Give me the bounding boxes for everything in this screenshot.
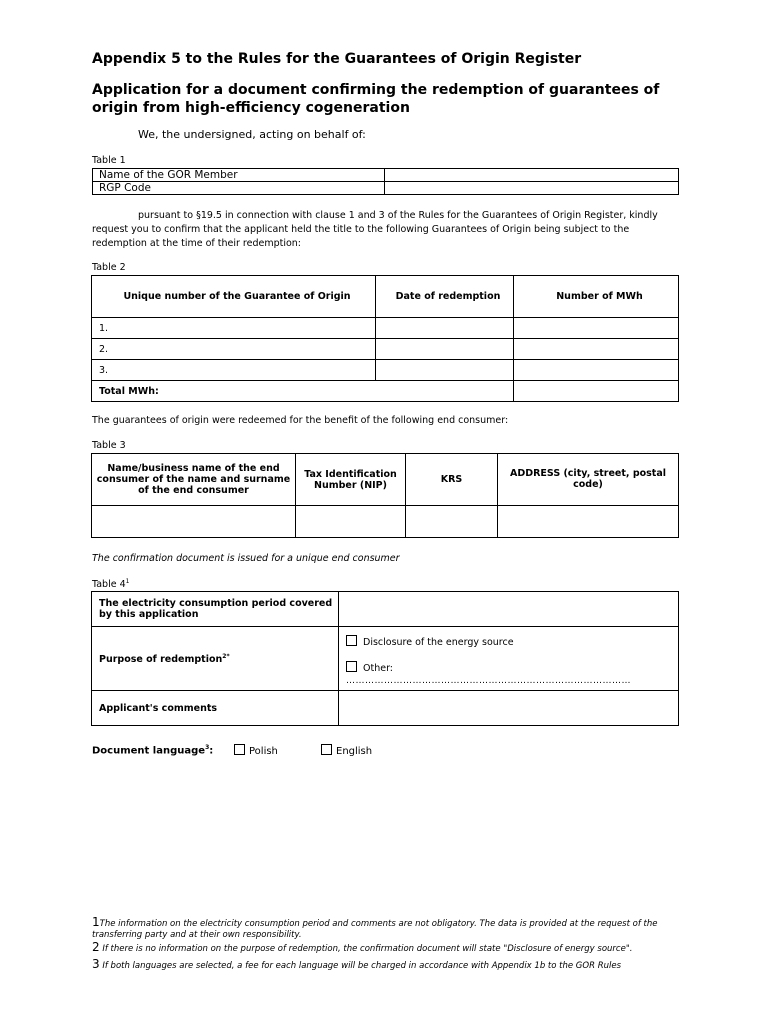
- other-checkbox[interactable]: [346, 661, 357, 672]
- footnote-1-number: 1: [92, 915, 100, 929]
- purpose-label: Purpose of redemption: [99, 654, 223, 666]
- table-header-row: [92, 454, 679, 506]
- col-header-address: ADDRESS (city, street, postal code): [498, 454, 679, 506]
- member-table: [92, 168, 679, 195]
- rgp-code-label: RGP Code: [93, 182, 385, 195]
- disclosure-option[interactable]: [346, 635, 678, 649]
- purpose-label-cell: [92, 627, 339, 691]
- table4-caption: [92, 578, 129, 590]
- address-cell[interactable]: [498, 506, 679, 538]
- table2-caption: Table 2: [92, 262, 126, 273]
- appendix-heading: Appendix 5 to the Rules for the Guarantees of Origin Register: [92, 51, 582, 67]
- document-language-label: [92, 744, 213, 756]
- footnote-3: [92, 959, 692, 972]
- mwh-cell[interactable]: [514, 360, 679, 381]
- row-number: 3.: [92, 360, 376, 381]
- table-row: [92, 318, 679, 339]
- total-row: [92, 381, 679, 402]
- total-mwh-cell[interactable]: [514, 381, 679, 402]
- table-row: [92, 339, 679, 360]
- date-cell[interactable]: [376, 339, 514, 360]
- language-label-text: Document language: [92, 745, 206, 757]
- end-consumer-text: The guarantees of origin were redeemed for the benefit of the following end consumer:: [92, 415, 509, 426]
- mwh-cell[interactable]: [514, 339, 679, 360]
- unique-consumer-note: The confirmation document is issued for a unique end consumer: [92, 553, 400, 564]
- table-row: [92, 506, 679, 538]
- table-header-row: [92, 276, 679, 318]
- member-name-field[interactable]: [385, 169, 679, 182]
- period-field[interactable]: [339, 592, 679, 627]
- footnote-2-text: If there is no information on the purpose of redemption, the confirmation document will state "Disclosure of energy source".: [99, 944, 633, 954]
- footnote-3-number: 3: [92, 957, 100, 971]
- other-dotted-line[interactable]: ………………………………………………………………………………: [346, 676, 631, 686]
- intro-text: We, the undersigned, acting on behalf of:: [138, 128, 366, 141]
- table-row: [92, 627, 679, 691]
- mwh-cell[interactable]: [514, 318, 679, 339]
- redemption-details-table: [91, 591, 679, 726]
- end-consumer-table: [91, 453, 679, 538]
- language-footnote-ref: 3: [205, 744, 210, 751]
- other-label: Other:: [363, 663, 394, 674]
- col-header-consumer-name: Name/business name of the end consumer of the name and surname of the end consumer: [92, 454, 296, 506]
- table-row: [92, 691, 679, 726]
- consumer-name-cell[interactable]: [92, 506, 296, 538]
- english-option[interactable]: [321, 744, 372, 757]
- date-cell[interactable]: [376, 360, 514, 381]
- table4-footnote-ref: 1: [125, 578, 130, 585]
- english-checkbox[interactable]: [321, 744, 332, 755]
- comments-field[interactable]: [339, 691, 679, 726]
- krs-cell[interactable]: [406, 506, 498, 538]
- other-option[interactable]: [346, 661, 678, 675]
- request-paragraph: pursuant to §19.5 in connection with clause 1 and 3 of the Rules for the Guarantees of Origin Register, kindly request you to confirm that the applicant held the title to the following Guarantees of Origin being subject to the redemption at the time of their redemption:: [92, 210, 658, 249]
- disclosure-label: Disclosure of the energy source: [363, 637, 514, 648]
- table-row: [93, 182, 679, 195]
- member-name-label: Name of the GOR Member: [93, 169, 385, 182]
- guarantees-table: [91, 275, 679, 402]
- polish-label: Polish: [249, 746, 278, 757]
- purpose-footnote-ref: 2*: [222, 653, 230, 661]
- col-header-unique-number: Unique number of the Guarantee of Origin: [92, 276, 376, 318]
- footnote-1: [92, 917, 682, 941]
- disclosure-checkbox[interactable]: [346, 635, 357, 646]
- footnote-3-text: If both languages are selected, a fee for each language will be charged in accordance with Appendix 1b to the GOR Rules: [99, 961, 622, 971]
- period-label: The electricity consumption period covered by this application: [92, 592, 339, 627]
- nip-cell[interactable]: [296, 506, 406, 538]
- footnote-2: [92, 942, 692, 955]
- english-label: English: [336, 746, 373, 757]
- col-header-date: Date of redemption: [376, 276, 514, 318]
- rgp-code-field[interactable]: [385, 182, 679, 195]
- table1-caption: Table 1: [92, 155, 126, 166]
- date-cell[interactable]: [376, 318, 514, 339]
- purpose-options: [339, 627, 679, 691]
- table-row: [92, 360, 679, 381]
- row-number: 1.: [92, 318, 376, 339]
- table4-caption-text: Table 4: [92, 579, 126, 591]
- col-header-mwh: Number of MWh: [514, 276, 679, 318]
- footnote-2-number: 2: [92, 940, 100, 954]
- table3-caption: Table 3: [92, 440, 126, 451]
- row-number: 2.: [92, 339, 376, 360]
- table-row: [93, 169, 679, 182]
- comments-label: Applicant's comments: [92, 691, 339, 726]
- language-label-colon: :: [209, 745, 214, 757]
- application-title: Application for a document confirming the redemption of guarantees of origin from high-efficiency cogeneration: [92, 82, 660, 116]
- footnote-1-text: The information on the electricity consumption period and comments are not obligatory. The data is provided at the request of the transferring party and at their own responsibility.: [92, 919, 658, 940]
- table-row: [92, 592, 679, 627]
- col-header-krs: KRS: [406, 454, 498, 506]
- col-header-nip: Tax Identification Number (NIP): [296, 454, 406, 506]
- polish-option[interactable]: [234, 744, 278, 757]
- total-mwh-label: Total MWh:: [92, 381, 514, 402]
- polish-checkbox[interactable]: [234, 744, 245, 755]
